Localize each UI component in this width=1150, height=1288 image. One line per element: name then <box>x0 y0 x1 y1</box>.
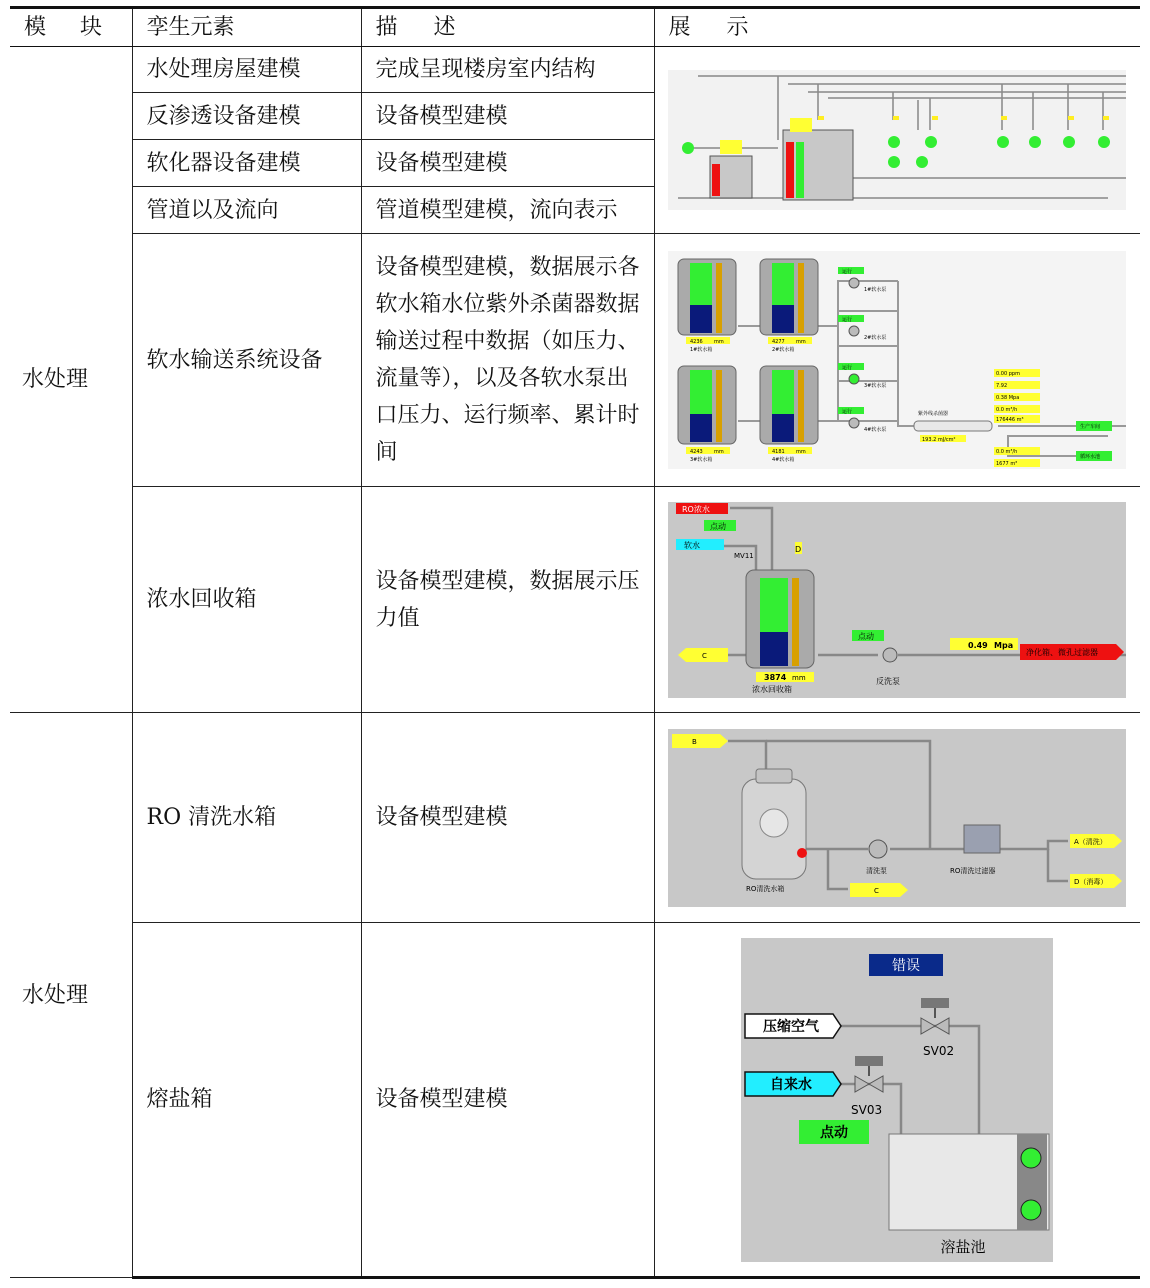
tank-1-name: 1#软水箱 <box>690 347 713 353</box>
svg-text:3#软水泵: 3#软水泵 <box>864 383 887 389</box>
tank-1-unit: mm <box>714 339 724 345</box>
table-row <box>10 234 1140 487</box>
figure-cell-2 <box>654 234 1140 487</box>
element-cell: 软水输送系统设备 <box>132 234 361 487</box>
tank-2 <box>760 259 818 353</box>
svg-text:1#软水泵: 1#软水泵 <box>864 287 887 293</box>
svg-text:0.38 Mpa: 0.38 Mpa <box>996 395 1020 401</box>
svg-text:176446 m³: 176446 m³ <box>996 417 1024 423</box>
output-c: C <box>874 886 880 895</box>
header-desc: 描 述 <box>361 8 654 47</box>
svg-text:7.92: 7.92 <box>996 383 1008 389</box>
ro-tank-label: RO清洗水箱 <box>746 884 785 893</box>
module-cell: 水处理 <box>10 713 132 1278</box>
output-red: 净化箱、微孔过滤器 <box>1026 647 1099 657</box>
header-module: 模 块 <box>10 8 132 47</box>
tank-level-unit: mm <box>792 673 806 682</box>
tank-1-level: 4236 <box>690 339 703 345</box>
figure-cell-3 <box>654 487 1140 713</box>
figure-cell-1 <box>654 47 1140 234</box>
tank-2-name: 2#软水箱 <box>772 347 795 353</box>
element-cell: RO 清洗水箱 <box>132 713 361 923</box>
filter-label: RO清洗过滤器 <box>950 866 996 875</box>
table-row <box>10 713 1140 923</box>
clean-pump-label: 清洗泵 <box>866 866 888 875</box>
out-pool: 循环水池 <box>1080 454 1101 460</box>
desc-cell: 设备模型建模 <box>361 140 654 187</box>
table-row <box>10 47 1140 93</box>
svg-text:运行: 运行 <box>842 317 853 323</box>
pressure-value: 0.49 <box>968 640 988 650</box>
svg-text:1677 m³: 1677 m³ <box>996 461 1018 467</box>
element-cell: 浓水回收箱 <box>132 487 361 713</box>
valve-label: MV11 <box>734 551 754 560</box>
marker-d: D <box>795 544 802 554</box>
water-input-label: 软水 <box>684 540 701 550</box>
svg-text:运行: 运行 <box>842 409 853 415</box>
ro-cleaning-diagram <box>668 729 1126 907</box>
state-label: 点动 <box>710 521 727 531</box>
concentrate-tank-diagram <box>668 502 1126 698</box>
salt-tank-diagram <box>741 938 1053 1262</box>
tank-4-name: 4#软水箱 <box>772 457 795 463</box>
twin-table <box>10 6 1140 1279</box>
readings <box>994 369 1040 467</box>
soft-water-diagram <box>668 251 1126 469</box>
desc-cell: 完成呈现楼房室内结构 <box>361 47 654 93</box>
sv02-label: SV02 <box>923 1043 955 1058</box>
header-row <box>10 8 1140 47</box>
desc-cell: 管道模型建模，流向表示 <box>361 187 654 234</box>
element-cell: 软化器设备建模 <box>132 140 361 187</box>
output-c: C <box>702 651 708 660</box>
air-label: 压缩空气 <box>763 1018 820 1035</box>
tank-3 <box>678 366 736 463</box>
desc-cell: 设备模型建模 <box>361 923 654 1278</box>
input-b: B <box>692 737 698 746</box>
element-cell: 管道以及流向 <box>132 187 361 234</box>
element-cell: 反渗透设备建模 <box>132 93 361 140</box>
element-cell: 水处理房屋建模 <box>132 47 361 93</box>
pump-label: 反洗泵 <box>876 676 901 686</box>
figure-cell-4 <box>654 713 1140 923</box>
module-cell: 水处理 <box>10 47 132 713</box>
tank-4-unit: mm <box>796 449 806 455</box>
tank-level-value: 3874 <box>764 672 787 682</box>
table-row <box>10 487 1140 713</box>
tank-3-name: 3#软水箱 <box>690 457 713 463</box>
tank-name: 浓水回收箱 <box>752 684 793 694</box>
tap-water-label: 自来水 <box>770 1076 813 1093</box>
ro-input-label: RO浓水 <box>682 504 711 514</box>
tank-2-unit: mm <box>796 339 806 345</box>
state-label: 点动 <box>820 1124 849 1141</box>
pressure-unit: Mpa <box>994 640 1014 650</box>
svg-text:193.2 mJ/cm²: 193.2 mJ/cm² <box>922 437 956 443</box>
svg-text:运行: 运行 <box>842 269 853 275</box>
svg-text:0.00 ppm: 0.00 ppm <box>996 371 1021 377</box>
desc-cell: 设备模型建模 <box>361 713 654 923</box>
svg-text:紫外线杀菌器: 紫外线杀菌器 <box>918 411 949 417</box>
desc-cell: 设备模型建模 <box>361 93 654 140</box>
desc-cell: 设备模型建模，数据展示各软水箱水位紫外杀菌器数据输送过程中数据（如压力、流量等），以及各软水泵出口压力、运行频率、累计时间 <box>361 234 654 487</box>
svg-text:0.0 m³/h: 0.0 m³/h <box>996 449 1018 455</box>
output-d: D（消毒） <box>1074 877 1108 886</box>
sv03-label: SV03 <box>851 1102 883 1117</box>
tank-3-level: 4243 <box>690 449 703 455</box>
svg-text:运行: 运行 <box>842 365 853 371</box>
pool-label: 溶盐池 <box>940 1237 986 1256</box>
out-production: 生产车间 <box>1080 424 1101 430</box>
tank-1 <box>678 259 736 353</box>
tank-4 <box>760 366 818 463</box>
output-a: A（清洗） <box>1074 837 1108 846</box>
svg-text:2#软水泵: 2#软水泵 <box>864 335 887 341</box>
tank-2-level: 4277 <box>772 339 785 345</box>
element-cell: 熔盐箱 <box>132 923 361 1278</box>
error-label: 错误 <box>892 957 921 974</box>
tank-3-unit: mm <box>714 449 724 455</box>
svg-text:4#软水泵: 4#软水泵 <box>864 427 887 433</box>
svg-text:0.0 m³/h: 0.0 m³/h <box>996 407 1018 413</box>
table-row <box>10 923 1140 1278</box>
header-element: 孪生元素 <box>132 8 361 47</box>
figure-cell-5 <box>654 923 1140 1278</box>
pump-state: 点动 <box>858 631 875 641</box>
tank-4-level: 4181 <box>772 449 785 455</box>
water-plant-diagram <box>668 70 1126 210</box>
desc-cell: 设备模型建模，数据展示压力值 <box>361 487 654 713</box>
header-show: 展 示 <box>654 8 1140 47</box>
